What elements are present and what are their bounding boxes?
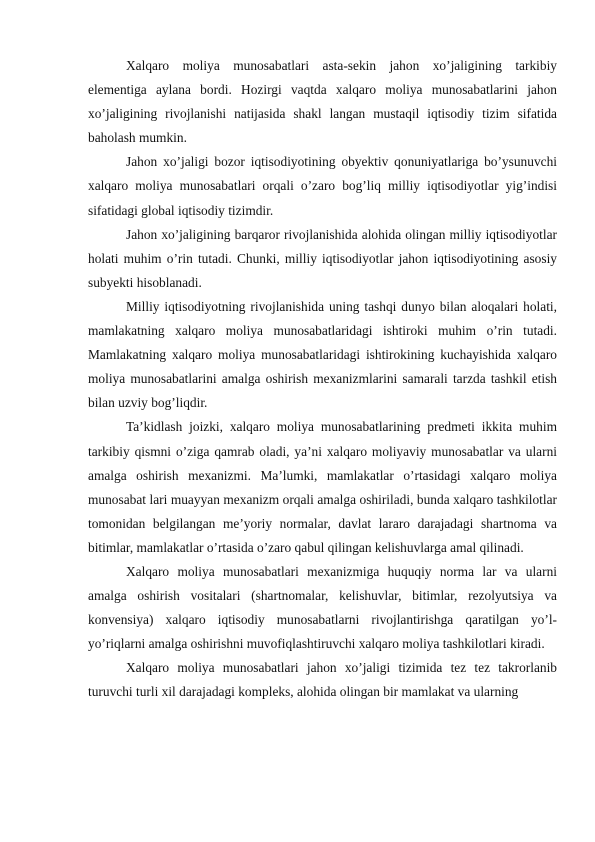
document-body bbox=[88, 54, 557, 705]
paragraph-1: Xalqaro moliya munosabatlari asta-sekin jahon xo’jaligining tarkibiy elementiga aylana bordi. Hozirgi vaqtda xalqaro moliya munosabatlarini jahon xo’jaligining rivojlanishi natijasida shakl langan mustaqil iqtisodiy tizim sifatida baholash mumkin. bbox=[88, 58, 557, 146]
paragraph-3: Jahon xo’jaligining barqaror rivojlanishida alohida olingan milliy iqtisodiyotlar holati muhim o’rin tutadi. Chunki, milliy iqtisodiyotlar jahon iqtisodiyotining asosiy subyekti hisoblanadi. bbox=[88, 226, 557, 290]
paragraph-5: Ta’kidlash joizki, xalqaro moliya munosabatlarining predmeti ikkita muhim tarkibiy qismni o’ziga qamrab oladi, ya’ni xalqaro moliyaviy munosabatlar va ularni amalga oshirish mexanizmi. Ma’lumki, mamlakatlar o’rtasidagi xalqaro moliya munosabat lari muayyan mexanizm orqali amalga oshiriladi, bunda xalqaro tashkilotlar tomonidan belgilangan me’yoriy normalar, davlat lararo darajadagi shartnoma va bitimlar, mamlakatlar o’rtasida o’zaro qabul qilingan kelishuvlarga amal qilinadi. bbox=[88, 419, 557, 555]
paragraph-4: Milliy iqtisodiyotning rivojlanishida uning tashqi dunyo bilan aloqalari holati, mamlakatning xalqaro moliya munosabatlaridagi ishtiroki muhim o’rin tutadi. Mamlakatning xalqaro moliya munosabatlaridagi ishtirokining kuchayishida xalqaro moliya munosabatlarini amalga oshirish mexanizmlarini samarali tarzda tashkil etish bilan uzviy bog’liqdir. bbox=[88, 298, 557, 411]
paragraph-6: Xalqaro moliya munosabatlari mexanizmiga huquqiy norma lar va ularni amalga oshirish vositalari (shartnomalar, kelishuvlar, bitimlar, rezolyutsiya va konvensiya) xalqaro iqtisodiy munosabatlarni rivojlantirishga qaratilgan yo’l-yo’riqlarni amalga oshirishni muvofiqlashtiruvchi xalqaro moliya tashkilotlari kiradi. bbox=[88, 563, 557, 652]
paragraph-2: Jahon xo’jaligi bozor iqtisodiyotining obyektiv qonuniyatlariga bo’ysunuvchi xalqaro moliya munosabatlari orqali o’zaro bog’liq milliy iqtisodiyotlar yig’indisi sifatidagi global iqtisodiy tizimdir. bbox=[88, 154, 557, 218]
paragraph-7: Xalqaro moliya munosabatlari jahon xo’jaligi tizimida tez tez takrorlanib turuvchi turli xil darajadagi kompleks, alohida olingan bir mamlakat va ularning bbox=[88, 660, 557, 700]
